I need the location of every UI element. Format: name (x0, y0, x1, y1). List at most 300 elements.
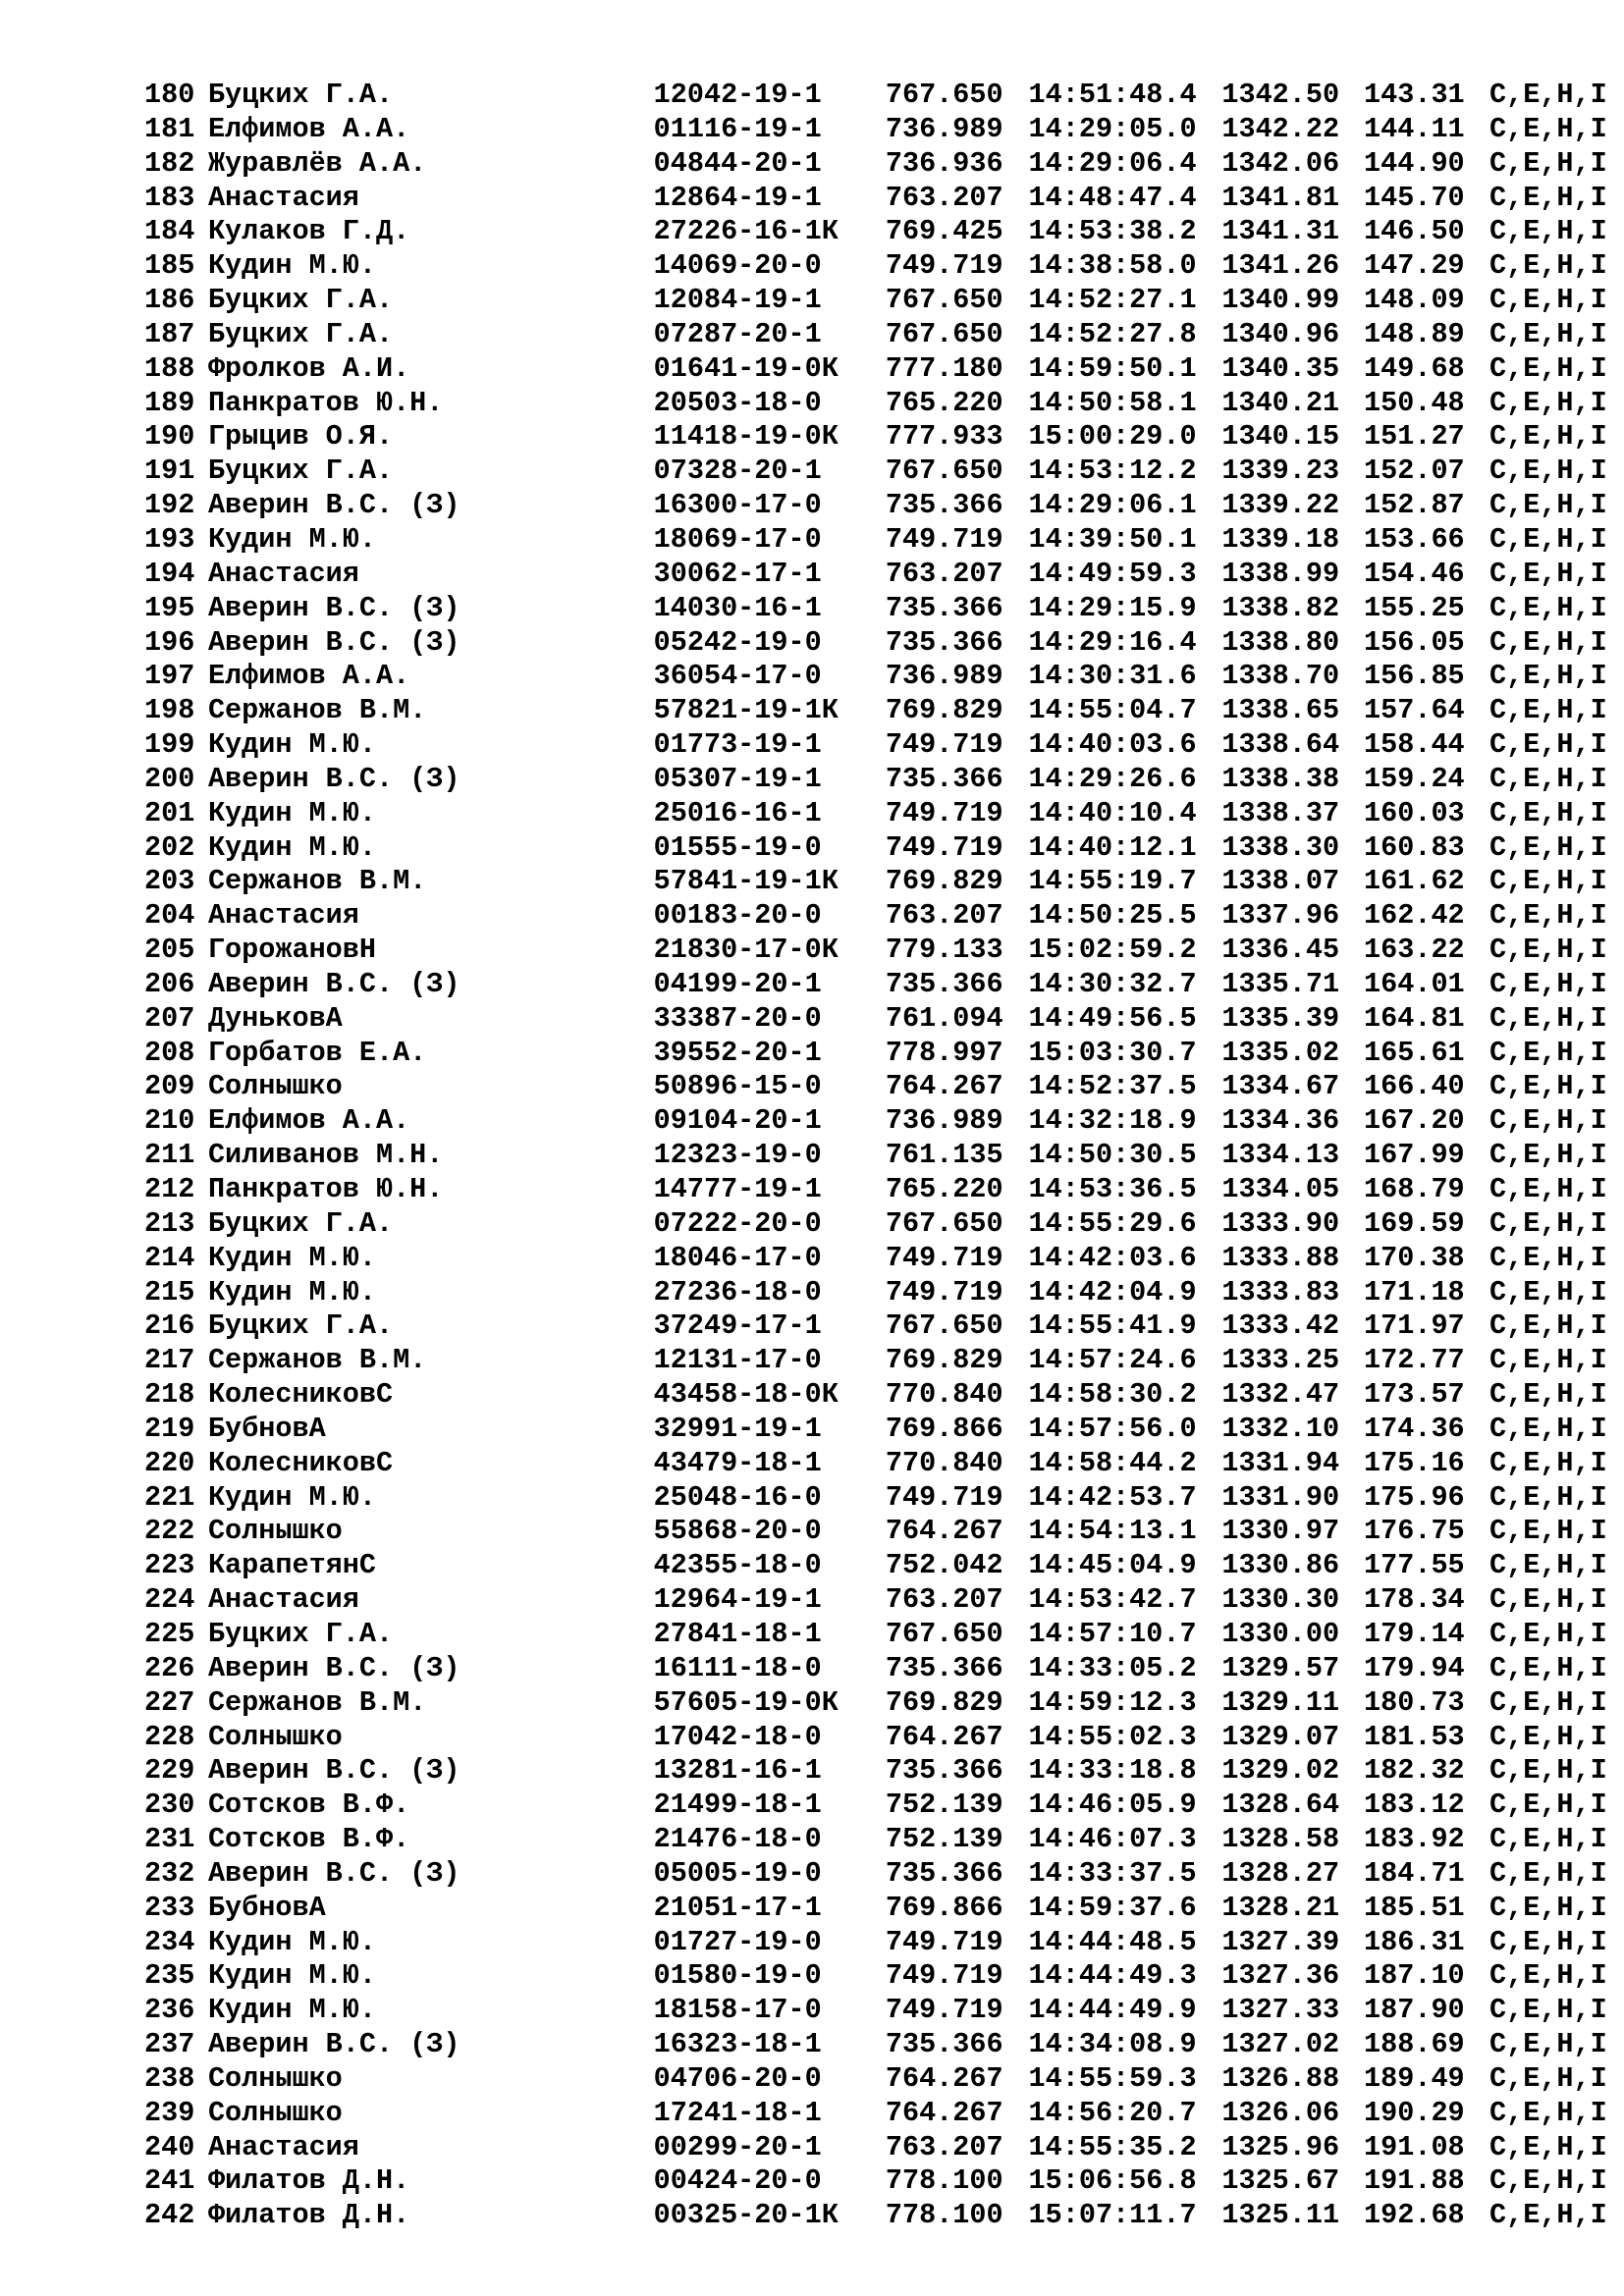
position-cell: 230 (144, 1789, 195, 1822)
name-cell: Сержанов В.М. (207, 1685, 427, 1719)
position-cell: 185 (144, 249, 195, 283)
name-cell: Елфимов А.А. (207, 660, 410, 693)
name-cell: Анастасия (207, 1583, 359, 1617)
arrival-time-cell: 14:29:26.6 (1028, 762, 1197, 795)
position-cell: 235 (144, 1959, 195, 1993)
speed-cell: 1338.64 (1221, 728, 1340, 762)
distance-cell: 778.997 (885, 1036, 1003, 1069)
name-cell: Анастасия (207, 899, 359, 933)
points-cell: 152.07 (1364, 454, 1465, 488)
speed-cell: 1338.38 (1221, 762, 1340, 795)
points-cell: 143.31 (1364, 79, 1465, 111)
table-row (144, 1206, 1607, 1242)
points-cell: 173.57 (1364, 1378, 1465, 1412)
name-cell: Буцких Г.А. (207, 79, 394, 111)
ring-id-cell: 01641-19-0К (653, 351, 839, 385)
flags-cell: C,E,H,I (1489, 1206, 1607, 1240)
ring-id-cell: 01773-19-1 (653, 728, 822, 762)
speed-cell: 1328.58 (1221, 1823, 1340, 1856)
name-cell: Кулаков Г.Д. (207, 215, 410, 248)
speed-cell: 1338.99 (1221, 557, 1340, 590)
speed-cell: 1328.27 (1221, 1856, 1340, 1890)
speed-cell: 1337.96 (1221, 899, 1340, 933)
flags-cell: C,E,H,I (1489, 2028, 1607, 2061)
table-row (144, 1070, 1607, 1104)
ring-id-cell: 21499-18-1 (653, 1789, 822, 1822)
table-row (144, 112, 1607, 147)
table-row (144, 1651, 1607, 1686)
table-row (144, 1583, 1607, 1618)
position-cell: 188 (144, 351, 195, 385)
ring-id-cell: 05242-19-0 (653, 625, 822, 659)
flags-cell: C,E,H,I (1489, 1104, 1607, 1138)
flags-cell: C,E,H,I (1489, 728, 1607, 762)
distance-cell: 770.840 (885, 1446, 1003, 1479)
name-cell: БубновА (207, 1412, 326, 1445)
distance-cell: 749.719 (885, 830, 1003, 864)
ring-id-cell: 12964-19-1 (653, 1583, 822, 1617)
speed-cell: 1341.31 (1221, 215, 1340, 248)
distance-cell: 736.936 (885, 146, 1003, 180)
position-cell: 213 (144, 1206, 195, 1240)
speed-cell: 1332.10 (1221, 1412, 1340, 1445)
flags-cell: C,E,H,I (1489, 762, 1607, 795)
position-cell: 237 (144, 2028, 195, 2061)
position-cell: 224 (144, 1583, 195, 1617)
table-row (144, 522, 1607, 558)
distance-cell: 763.207 (885, 1583, 1003, 1617)
arrival-time-cell: 14:39:50.1 (1028, 522, 1197, 556)
speed-cell: 1330.97 (1221, 1515, 1340, 1548)
table-row (144, 284, 1607, 318)
distance-cell: 749.719 (885, 1959, 1003, 1993)
name-cell: Грыцив О.Я. (207, 420, 394, 454)
table-row (144, 967, 1607, 1002)
flags-cell: C,E,H,I (1489, 2061, 1607, 2095)
name-cell: Солнышко (207, 2061, 343, 2095)
speed-cell: 1340.35 (1221, 351, 1340, 385)
flags-cell: C,E,H,I (1489, 830, 1607, 864)
points-cell: 165.61 (1364, 1036, 1465, 1069)
name-cell: БубновА (207, 1891, 326, 1924)
points-cell: 145.70 (1364, 181, 1465, 214)
arrival-time-cell: 15:03:30.7 (1028, 1036, 1197, 1069)
position-cell: 238 (144, 2061, 195, 2095)
speed-cell: 1327.02 (1221, 2028, 1340, 2061)
speed-cell: 1339.18 (1221, 522, 1340, 556)
distance-cell: 770.840 (885, 1378, 1003, 1412)
points-cell: 171.18 (1364, 1275, 1465, 1308)
ring-id-cell: 17042-18-0 (653, 1720, 822, 1753)
distance-cell: 767.650 (885, 1617, 1003, 1650)
position-cell: 219 (144, 1412, 195, 1445)
name-cell: Панкратов Ю.Н. (207, 386, 444, 419)
arrival-time-cell: 14:30:31.6 (1028, 660, 1197, 693)
arrival-time-cell: 14:53:36.5 (1028, 1173, 1197, 1205)
table-row (144, 1241, 1607, 1276)
ring-id-cell: 18158-17-0 (653, 1994, 822, 2027)
distance-cell: 735.366 (885, 2028, 1003, 2061)
name-cell: КолесниковС (207, 1446, 394, 1479)
points-cell: 190.29 (1364, 2096, 1465, 2129)
speed-cell: 1342.50 (1221, 79, 1340, 111)
flags-cell: C,E,H,I (1489, 1583, 1607, 1617)
position-cell: 201 (144, 796, 195, 829)
speed-cell: 1325.11 (1221, 2199, 1340, 2232)
flags-cell: C,E,H,I (1489, 215, 1607, 248)
name-cell: Кудин М.Ю. (207, 830, 376, 864)
ring-id-cell: 01580-19-0 (653, 1959, 822, 1993)
ring-id-cell: 57821-19-1К (653, 694, 839, 727)
table-row (144, 1617, 1607, 1652)
position-cell: 234 (144, 1925, 195, 1958)
speed-cell: 1339.22 (1221, 489, 1340, 522)
flags-cell: C,E,H,I (1489, 146, 1607, 180)
name-cell: Буцких Г.А. (207, 1309, 394, 1343)
position-cell: 202 (144, 830, 195, 864)
points-cell: 167.20 (1364, 1104, 1465, 1138)
position-cell: 215 (144, 1275, 195, 1308)
arrival-time-cell: 14:57:10.7 (1028, 1617, 1197, 1650)
points-cell: 152.87 (1364, 489, 1465, 522)
flags-cell: C,E,H,I (1489, 317, 1607, 350)
ring-id-cell: 20503-18-0 (653, 386, 822, 419)
points-cell: 167.99 (1364, 1139, 1465, 1172)
arrival-time-cell: 15:06:56.8 (1028, 2164, 1197, 2198)
flags-cell: C,E,H,I (1489, 1309, 1607, 1343)
distance-cell: 749.719 (885, 1275, 1003, 1308)
distance-cell: 752.042 (885, 1549, 1003, 1582)
arrival-time-cell: 14:44:49.3 (1028, 1959, 1197, 1993)
points-cell: 188.69 (1364, 2028, 1465, 2061)
speed-cell: 1333.83 (1221, 1275, 1340, 1308)
arrival-time-cell: 14:44:49.9 (1028, 1994, 1197, 2027)
points-cell: 180.73 (1364, 1685, 1465, 1719)
table-row (144, 420, 1607, 454)
position-cell: 222 (144, 1515, 195, 1548)
position-cell: 195 (144, 591, 195, 624)
arrival-time-cell: 14:53:12.2 (1028, 454, 1197, 488)
flags-cell: C,E,H,I (1489, 2164, 1607, 2198)
flags-cell: C,E,H,I (1489, 1720, 1607, 1753)
distance-cell: 769.866 (885, 1412, 1003, 1445)
arrival-time-cell: 14:53:38.2 (1028, 215, 1197, 248)
arrival-time-cell: 14:52:27.8 (1028, 317, 1197, 350)
flags-cell: C,E,H,I (1489, 181, 1607, 214)
table-row (144, 2130, 1607, 2165)
distance-cell: 736.989 (885, 660, 1003, 693)
speed-cell: 1340.96 (1221, 317, 1340, 350)
name-cell: Солнышко (207, 2096, 343, 2129)
speed-cell: 1335.02 (1221, 1036, 1340, 1069)
points-cell: 176.75 (1364, 1515, 1465, 1548)
ring-id-cell: 09104-20-1 (653, 1104, 822, 1138)
ring-id-cell: 16300-17-0 (653, 489, 822, 522)
points-cell: 187.90 (1364, 1994, 1465, 2027)
flags-cell: C,E,H,I (1489, 899, 1607, 933)
name-cell: Аверин В.С. (З) (207, 967, 460, 1000)
distance-cell: 735.366 (885, 625, 1003, 659)
flags-cell: C,E,H,I (1489, 249, 1607, 283)
speed-cell: 1338.07 (1221, 865, 1340, 898)
name-cell: Аверин В.С. (З) (207, 591, 460, 624)
speed-cell: 1333.88 (1221, 1241, 1340, 1274)
points-cell: 163.22 (1364, 934, 1465, 967)
distance-cell: 749.719 (885, 249, 1003, 283)
table-row (144, 2096, 1607, 2131)
speed-cell: 1327.36 (1221, 1959, 1340, 1993)
flags-cell: C,E,H,I (1489, 351, 1607, 385)
points-cell: 182.32 (1364, 1754, 1465, 1788)
ring-id-cell: 18069-17-0 (653, 522, 822, 556)
distance-cell: 767.650 (885, 1309, 1003, 1343)
ring-id-cell: 14030-16-1 (653, 591, 822, 624)
position-cell: 186 (144, 284, 195, 317)
distance-cell: 736.989 (885, 1104, 1003, 1138)
points-cell: 148.09 (1364, 284, 1465, 317)
name-cell: Аверин В.С. (З) (207, 2028, 460, 2061)
ring-id-cell: 25048-16-0 (653, 1480, 822, 1514)
arrival-time-cell: 14:52:37.5 (1028, 1070, 1197, 1103)
name-cell: Сотсков В.Ф. (207, 1789, 410, 1822)
ring-id-cell: 14777-19-1 (653, 1173, 822, 1205)
speed-cell: 1327.33 (1221, 1994, 1340, 2027)
name-cell: Аверин В.С. (З) (207, 1651, 460, 1684)
name-cell: Буцких Г.А. (207, 284, 394, 317)
position-cell: 206 (144, 967, 195, 1000)
speed-cell: 1339.23 (1221, 454, 1340, 488)
position-cell: 216 (144, 1309, 195, 1343)
table-row (144, 694, 1607, 728)
points-cell: 146.50 (1364, 215, 1465, 248)
name-cell: Сотсков В.Ф. (207, 1823, 410, 1856)
distance-cell: 736.989 (885, 112, 1003, 145)
arrival-time-cell: 14:54:13.1 (1028, 1515, 1197, 1548)
flags-cell: C,E,H,I (1489, 1549, 1607, 1582)
position-cell: 205 (144, 934, 195, 967)
ring-id-cell: 14069-20-0 (653, 249, 822, 283)
name-cell: КолесниковС (207, 1378, 394, 1412)
ring-id-cell: 55868-20-0 (653, 1515, 822, 1548)
arrival-time-cell: 14:32:18.9 (1028, 1104, 1197, 1138)
points-cell: 172.77 (1364, 1344, 1465, 1377)
name-cell: Кудин М.Ю. (207, 796, 376, 829)
name-cell: Панкратов Ю.Н. (207, 1173, 444, 1205)
speed-cell: 1342.06 (1221, 146, 1340, 180)
ring-id-cell: 57605-19-0К (653, 1685, 839, 1719)
position-cell: 190 (144, 420, 195, 454)
arrival-time-cell: 14:33:18.8 (1028, 1754, 1197, 1788)
flags-cell: C,E,H,I (1489, 934, 1607, 967)
table-row (144, 1515, 1607, 1549)
distance-cell: 749.719 (885, 728, 1003, 762)
speed-cell: 1334.05 (1221, 1173, 1340, 1205)
points-cell: 174.36 (1364, 1412, 1465, 1445)
table-row (144, 1925, 1607, 1960)
flags-cell: C,E,H,I (1489, 1173, 1607, 1205)
table-row (144, 1001, 1607, 1037)
speed-cell: 1336.45 (1221, 934, 1340, 967)
arrival-time-cell: 14:55:04.7 (1028, 694, 1197, 727)
points-cell: 186.31 (1364, 1925, 1465, 1958)
position-cell: 196 (144, 625, 195, 659)
flags-cell: C,E,H,I (1489, 1789, 1607, 1822)
speed-cell: 1329.57 (1221, 1651, 1340, 1684)
ring-id-cell: 12042-19-1 (653, 79, 822, 111)
points-cell: 149.68 (1364, 351, 1465, 385)
speed-cell: 1338.37 (1221, 796, 1340, 829)
points-cell: 181.53 (1364, 1720, 1465, 1753)
arrival-time-cell: 14:33:37.5 (1028, 1856, 1197, 1890)
ring-id-cell: 39552-20-1 (653, 1036, 822, 1069)
arrival-time-cell: 14:48:47.4 (1028, 181, 1197, 214)
ring-id-cell: 07328-20-1 (653, 454, 822, 488)
ring-id-cell: 01116-19-1 (653, 112, 822, 145)
points-cell: 170.38 (1364, 1241, 1465, 1274)
flags-cell: C,E,H,I (1489, 1446, 1607, 1479)
arrival-time-cell: 14:45:04.9 (1028, 1549, 1197, 1582)
ring-id-cell: 00325-20-1К (653, 2199, 839, 2232)
table-row (144, 1994, 1607, 2028)
table-row (144, 557, 1607, 592)
name-cell: Елфимов А.А. (207, 112, 410, 145)
speed-cell: 1334.67 (1221, 1070, 1340, 1103)
flags-cell: C,E,H,I (1489, 1959, 1607, 1993)
position-cell: 187 (144, 317, 195, 350)
distance-cell: 735.366 (885, 591, 1003, 624)
speed-cell: 1329.07 (1221, 1720, 1340, 1753)
ring-id-cell: 13281-16-1 (653, 1754, 822, 1788)
arrival-time-cell: 14:38:58.0 (1028, 249, 1197, 283)
table-row (144, 796, 1607, 831)
points-cell: 153.66 (1364, 522, 1465, 556)
arrival-time-cell: 14:33:05.2 (1028, 1651, 1197, 1684)
name-cell: Кудин М.Ю. (207, 728, 376, 762)
table-row (144, 1959, 1607, 1994)
points-cell: 156.05 (1364, 625, 1465, 659)
position-cell: 189 (144, 386, 195, 419)
position-cell: 210 (144, 1104, 195, 1138)
table-row (144, 1309, 1607, 1344)
speed-cell: 1331.90 (1221, 1480, 1340, 1514)
speed-cell: 1326.06 (1221, 2096, 1340, 2129)
points-cell: 169.59 (1364, 1206, 1465, 1240)
points-cell: 164.81 (1364, 1001, 1465, 1035)
arrival-time-cell: 14:40:12.1 (1028, 830, 1197, 864)
position-cell: 241 (144, 2164, 195, 2198)
table-row (144, 1446, 1607, 1481)
position-cell: 203 (144, 865, 195, 898)
flags-cell: C,E,H,I (1489, 522, 1607, 556)
table-row (144, 2061, 1607, 2097)
distance-cell: 749.719 (885, 1925, 1003, 1958)
table-row (144, 1789, 1607, 1823)
ring-id-cell: 16323-18-1 (653, 2028, 822, 2061)
ring-id-cell: 04199-20-1 (653, 967, 822, 1000)
name-cell: Аверин В.С. (З) (207, 489, 460, 522)
ring-id-cell: 33387-20-0 (653, 1001, 822, 1035)
flags-cell: C,E,H,I (1489, 1241, 1607, 1274)
arrival-time-cell: 14:29:16.4 (1028, 625, 1197, 659)
position-cell: 181 (144, 112, 195, 145)
distance-cell: 763.207 (885, 181, 1003, 214)
position-cell: 208 (144, 1036, 195, 1069)
position-cell: 209 (144, 1070, 195, 1103)
position-cell: 228 (144, 1720, 195, 1753)
flags-cell: C,E,H,I (1489, 1685, 1607, 1719)
points-cell: 183.12 (1364, 1789, 1465, 1822)
points-cell: 161.62 (1364, 865, 1465, 898)
points-cell: 189.49 (1364, 2061, 1465, 2095)
table-row (144, 591, 1607, 626)
position-cell: 225 (144, 1617, 195, 1650)
ring-id-cell: 27226-16-1К (653, 215, 839, 248)
table-row (144, 181, 1607, 216)
table-row (144, 1480, 1607, 1516)
distance-cell: 769.866 (885, 1891, 1003, 1924)
points-cell: 185.51 (1364, 1891, 1465, 1924)
flags-cell: C,E,H,I (1489, 1412, 1607, 1445)
distance-cell: 735.366 (885, 1651, 1003, 1684)
flags-cell: C,E,H,I (1489, 1994, 1607, 2027)
arrival-time-cell: 14:42:53.7 (1028, 1480, 1197, 1514)
distance-cell: 761.135 (885, 1139, 1003, 1172)
ring-id-cell: 11418-19-0К (653, 420, 839, 454)
table-row (144, 215, 1607, 249)
name-cell: Фролков А.И. (207, 351, 410, 385)
points-cell: 155.25 (1364, 591, 1465, 624)
name-cell: Журавлёв А.А. (207, 146, 427, 180)
flags-cell: C,E,H,I (1489, 1823, 1607, 1856)
speed-cell: 1340.15 (1221, 420, 1340, 454)
position-cell: 223 (144, 1549, 195, 1582)
table-row (144, 762, 1607, 797)
distance-cell: 749.719 (885, 522, 1003, 556)
arrival-time-cell: 14:49:59.3 (1028, 557, 1197, 590)
distance-cell: 778.100 (885, 2164, 1003, 2198)
points-cell: 144.90 (1364, 146, 1465, 180)
position-cell: 240 (144, 2130, 195, 2163)
points-cell: 144.11 (1364, 112, 1465, 145)
table-row (144, 1891, 1607, 1926)
flags-cell: C,E,H,I (1489, 1275, 1607, 1308)
position-cell: 191 (144, 454, 195, 488)
speed-cell: 1333.90 (1221, 1206, 1340, 1240)
position-cell: 236 (144, 1994, 195, 2027)
name-cell: Аверин В.С. (З) (207, 762, 460, 795)
table-row (144, 1856, 1607, 1892)
flags-cell: C,E,H,I (1489, 1891, 1607, 1924)
name-cell: Кудин М.Ю. (207, 249, 376, 283)
table-row (144, 934, 1607, 968)
arrival-time-cell: 14:49:56.5 (1028, 1001, 1197, 1035)
flags-cell: C,E,H,I (1489, 2130, 1607, 2163)
arrival-time-cell: 14:55:41.9 (1028, 1309, 1197, 1343)
speed-cell: 1333.42 (1221, 1309, 1340, 1343)
flags-cell: C,E,H,I (1489, 796, 1607, 829)
distance-cell: 769.829 (885, 865, 1003, 898)
position-cell: 242 (144, 2199, 195, 2232)
flags-cell: C,E,H,I (1489, 1925, 1607, 1958)
distance-cell: 764.267 (885, 2061, 1003, 2095)
distance-cell: 767.650 (885, 454, 1003, 488)
table-row (144, 1685, 1607, 1721)
points-cell: 187.10 (1364, 1959, 1465, 1993)
points-cell: 178.34 (1364, 1583, 1465, 1617)
name-cell: Кудин М.Ю. (207, 1275, 376, 1308)
position-cell: 226 (144, 1651, 195, 1684)
distance-cell: 778.100 (885, 2199, 1003, 2232)
